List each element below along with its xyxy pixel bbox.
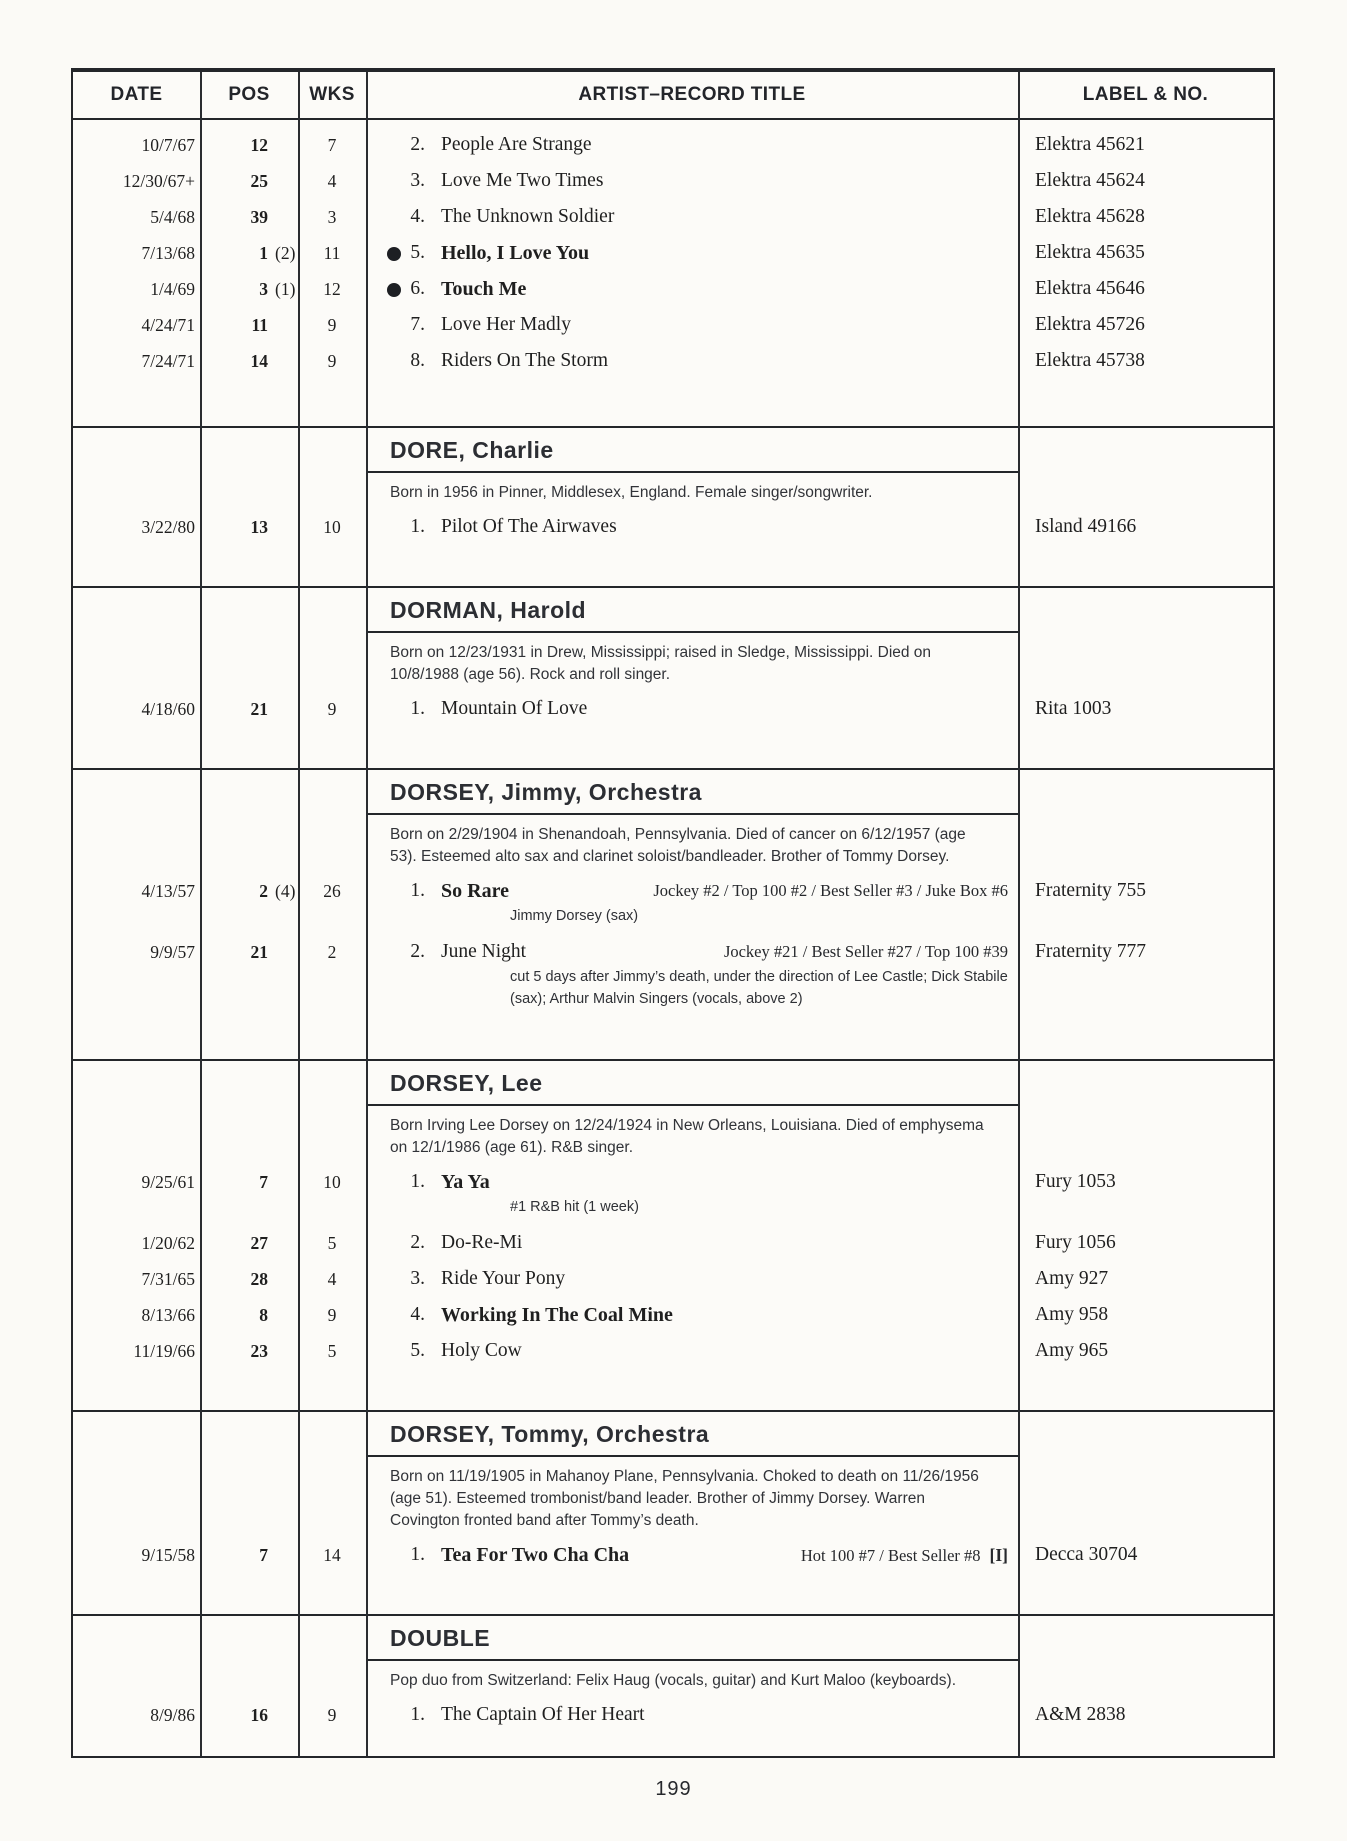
entry-number: 2. [410, 1232, 425, 1253]
entry-label: Amy 965 [1035, 1340, 1109, 1361]
entry-wks: 2 [327, 941, 337, 962]
entry-title: Do-Re-Mi [441, 1232, 523, 1253]
entry-title: People Are Strange [441, 134, 592, 155]
entry-chart-positions-text: Hot 100 #7 / Best Seller #8 [800, 1546, 981, 1565]
entry-pos: 13 [250, 517, 268, 537]
entry-date: 4/24/71 [141, 315, 195, 335]
entry-chart-positions [628, 1538, 1008, 1573]
header-row [73, 72, 1273, 120]
entry-title: Hello, I Love You [441, 242, 590, 264]
header-cell-date: DATE [110, 84, 163, 105]
entry-title: The Unknown Soldier [441, 206, 615, 227]
entry-date: 12/30/67+ [122, 171, 195, 191]
entry-chart-positions-text: Jockey #21 / Best Seller #27 / Top 100 #39 [723, 941, 1008, 961]
artist-name-box [366, 1412, 1018, 1457]
entry-title: Tea For Two Cha Cha [441, 1544, 630, 1566]
artist-name-box [366, 1616, 1018, 1661]
entry-number: 1. [410, 1171, 425, 1193]
entry-wks: 26 [323, 881, 341, 901]
entry-chart-positions [628, 935, 1008, 969]
entry-title: Love Me Two Times [441, 170, 604, 191]
entry-label: Amy 958 [1035, 1304, 1109, 1325]
entry-label: A&M 2838 [1035, 1704, 1126, 1725]
entry-date: 7/24/71 [141, 351, 195, 371]
entry-pos: 21 [250, 699, 268, 719]
entry-pos: 39 [250, 207, 268, 227]
entry-date: 11/19/66 [133, 1341, 195, 1361]
entry-number: 1. [410, 880, 425, 901]
entry-wks: 9 [327, 315, 337, 335]
entry-date: 3/22/80 [141, 517, 195, 537]
entry-title: Pilot Of The Airwaves [441, 516, 617, 537]
entry-note: cut 5 days after Jimmy’s death, under the direction of Lee Castle; Dick Stabile (sax); Arthur Malvin Singers (vocals, above 2) [510, 968, 1008, 1007]
entry-title: Riders On The Storm [441, 350, 609, 371]
entry-pos: 23 [250, 1341, 268, 1361]
artist-name-box [366, 428, 1018, 473]
entry-row [73, 1262, 1273, 1296]
entry-row [73, 236, 1273, 270]
entry-wks: 11 [323, 243, 341, 263]
column-divider [1018, 72, 1020, 1756]
entry-note: #1 R&B hit (1 week) [510, 1199, 639, 1216]
entry-pos: 14 [250, 351, 268, 371]
entry-row [73, 200, 1273, 234]
entry-row [73, 1226, 1273, 1260]
entry-wks: 5 [327, 1341, 337, 1361]
artist-name-box [366, 770, 1018, 815]
entry-wks: 9 [327, 1705, 337, 1725]
entry-row [73, 164, 1273, 198]
entry-date: 7/31/65 [141, 1269, 195, 1289]
entry-number: 2. [410, 940, 425, 962]
entry-row [73, 510, 1273, 544]
artist-name: DORMAN, Harold [390, 597, 587, 623]
artist-section [73, 1614, 1273, 1774]
entry-peak-weeks: (1) [275, 279, 296, 299]
column-divider [298, 72, 300, 1756]
entry-date: 1/20/62 [141, 1233, 195, 1253]
entry-date: 8/9/86 [150, 1705, 195, 1725]
artist-section [73, 1410, 1273, 1614]
entry-title: June Night [441, 940, 527, 962]
table-body [73, 120, 1273, 1774]
entry-pos: 28 [250, 1269, 268, 1289]
entry-date: 1/4/69 [150, 279, 195, 299]
entry-wks: 14 [323, 1545, 341, 1565]
artist-bio: Born on 12/23/1931 in Drew, Mississippi; raised in Sledge, Mississippi. Died on 10/8/1988 (age 56). Rock and roll singer. [390, 644, 932, 683]
entry-title: Love Her Madly [441, 314, 571, 335]
entry-number: 1. [410, 1704, 425, 1725]
entry-date: 10/7/67 [141, 135, 195, 155]
artist-name: DORSEY, Tommy, Orchestra [390, 1421, 710, 1447]
entry-label: Island 49166 [1035, 516, 1137, 537]
entry-pos: 27 [250, 1233, 268, 1253]
header-cell-wks: WKS [309, 84, 355, 105]
entry-date: 4/13/57 [141, 881, 195, 901]
entry-label: Fraternity 777 [1035, 940, 1147, 962]
entry-row [73, 935, 1273, 969]
entry-row [73, 1698, 1273, 1732]
entry-pos: 3 [259, 279, 268, 299]
entry-pos: 11 [251, 315, 268, 335]
entry-number: 3. [410, 170, 425, 191]
entry-number: 5. [410, 242, 425, 263]
entry-label: Elektra 45628 [1035, 206, 1145, 227]
artist-name-box [366, 1061, 1018, 1106]
entry-number: 5. [410, 1340, 425, 1361]
entry-pos: 7 [259, 1172, 268, 1193]
entry-number: 7. [410, 314, 425, 335]
entry-row [73, 1298, 1273, 1332]
entry-label: Elektra 45621 [1035, 134, 1145, 155]
artist-section [73, 426, 1273, 586]
entry-label: Fraternity 755 [1035, 880, 1147, 901]
entry-wks: 10 [323, 517, 341, 537]
entry-title: Ya Ya [441, 1171, 490, 1194]
artist-name: DORSEY, Jimmy, Orchestra [390, 779, 702, 805]
entry-number: 1. [410, 698, 425, 719]
entry-row [73, 272, 1273, 306]
entry-row [73, 874, 1273, 908]
chart-table [71, 68, 1275, 1758]
artist-name: DORE, Charlie [390, 437, 554, 463]
artist-name: DORSEY, Lee [390, 1070, 543, 1097]
entry-date: 7/13/68 [141, 243, 195, 263]
entry-wks: 12 [323, 279, 341, 299]
entry-wks: 9 [327, 1305, 337, 1325]
entry-number: 1. [410, 1544, 425, 1565]
entry-number: 3. [410, 1268, 425, 1289]
entry-row [73, 344, 1273, 378]
entry-label: Elektra 45635 [1035, 242, 1145, 263]
entry-pos: 1 [259, 243, 268, 263]
entry-label: Elektra 45624 [1035, 170, 1145, 191]
entry-number: 2. [410, 134, 425, 155]
entry-label: Elektra 45726 [1035, 314, 1145, 335]
entry-label: Amy 927 [1035, 1268, 1109, 1289]
entry-title: Touch Me [441, 278, 527, 300]
entry-wks: 4 [327, 1269, 337, 1289]
entry-date: 9/9/57 [150, 941, 195, 962]
artist-section [73, 120, 1273, 426]
entry-row [73, 1538, 1273, 1572]
entry-peak-weeks: (4) [275, 881, 296, 901]
artist-bio: Born on 2/29/1904 in Shenandoah, Pennsylvania. Died of cancer on 6/12/1957 (age 53). Esteemed alto sax and clarinet soloist/bandleader. Brother of Tommy Dorsey. [390, 826, 966, 865]
entry-chart-positions-text: Jockey #2 / Top 100 #2 / Best Seller #3 / Juke Box #6 [653, 881, 1008, 900]
entry-row [73, 308, 1273, 342]
column-divider [366, 72, 368, 1756]
artist-section [73, 768, 1273, 1059]
header-cell-label: LABEL & NO. [1082, 84, 1209, 105]
entry-wks: 7 [327, 135, 337, 155]
entry-date: 4/18/60 [141, 699, 195, 719]
entry-number: 4. [410, 206, 425, 227]
entry-row [73, 1165, 1273, 1199]
entry-pos: 21 [250, 941, 268, 962]
entry-title: Mountain Of Love [441, 698, 588, 719]
entry-wks: 9 [327, 699, 337, 719]
entry-number: 8. [410, 350, 425, 371]
artist-name: DOUBLE [390, 1625, 491, 1651]
entry-wks: 9 [327, 351, 337, 371]
entry-date: 8/13/66 [141, 1305, 195, 1325]
header-cell-title: ARTIST–RECORD TITLE [578, 84, 806, 105]
entry-note: Jimmy Dorsey (sax) [510, 908, 639, 924]
entry-peak-weeks: (2) [275, 243, 296, 263]
entry-number: 4. [410, 1304, 425, 1325]
entry-label: Elektra 45738 [1035, 350, 1145, 371]
entry-row [73, 128, 1273, 162]
entry-label: Fury 1056 [1035, 1232, 1116, 1253]
entry-pos: 7 [259, 1545, 268, 1565]
header-cell-pos: POS [228, 84, 270, 105]
entry-pos: 2 [259, 881, 268, 901]
artist-bio: Pop duo from Switzerland: Felix Haug (vocals, guitar) and Kurt Maloo (keyboards). [390, 1672, 956, 1689]
entry-pos: 25 [250, 171, 268, 191]
entry-wks: 5 [327, 1233, 337, 1253]
entry-wks: 3 [327, 207, 337, 227]
page-number: 199 [655, 1778, 692, 1800]
artist-section [73, 1059, 1273, 1410]
artist-bio: Born Irving Lee Dorsey on 12/24/1924 in New Orleans, Louisiana. Died of emphysema on 12/1/1986 (age 61). R&B singer. [390, 1117, 984, 1157]
entry-label: Rita 1003 [1035, 698, 1112, 719]
entry-date: 9/25/61 [141, 1172, 195, 1193]
entry-number: 6. [410, 278, 425, 299]
artist-section [73, 586, 1273, 768]
entry-label: Elektra 45646 [1035, 278, 1145, 299]
entry-number: 1. [410, 516, 425, 537]
entry-date: 9/15/58 [141, 1545, 195, 1565]
entry-label: Decca 30704 [1035, 1544, 1138, 1565]
artist-bio: Born on 11/19/1905 in Mahanoy Plane, Pennsylvania. Choked to death on 11/26/1956 (age 51). Esteemed trombonist/band leader. Brother of Jimmy Dorsey. Warren Covington fronted band after Tommy’s death. [390, 1468, 979, 1529]
entry-title: The Captain Of Her Heart [441, 1704, 645, 1725]
entry-row [73, 692, 1273, 726]
entry-row [73, 1334, 1273, 1368]
entry-pos: 8 [259, 1305, 268, 1325]
entry-label: Fury 1053 [1035, 1171, 1116, 1193]
entry-title: Working In The Coal Mine [441, 1304, 673, 1326]
entry-pos: 12 [250, 135, 268, 155]
entry-title: Ride Your Pony [441, 1268, 566, 1289]
entry-date: 5/4/68 [150, 207, 195, 227]
column-divider [200, 72, 202, 1756]
entry-wks: 4 [327, 171, 337, 191]
entry-pos: 16 [250, 1705, 268, 1725]
entry-wks: 10 [323, 1172, 341, 1193]
artist-bio: Born in 1956 in Pinner, Middlesex, England. Female singer/songwriter. [390, 484, 873, 501]
entry-chart-positions [628, 874, 1008, 908]
entry-title: Holy Cow [441, 1340, 522, 1361]
entry-title: So Rare [441, 880, 509, 902]
artist-name-box [366, 588, 1018, 633]
entry-instrumental-tag: [I] [989, 1545, 1008, 1565]
